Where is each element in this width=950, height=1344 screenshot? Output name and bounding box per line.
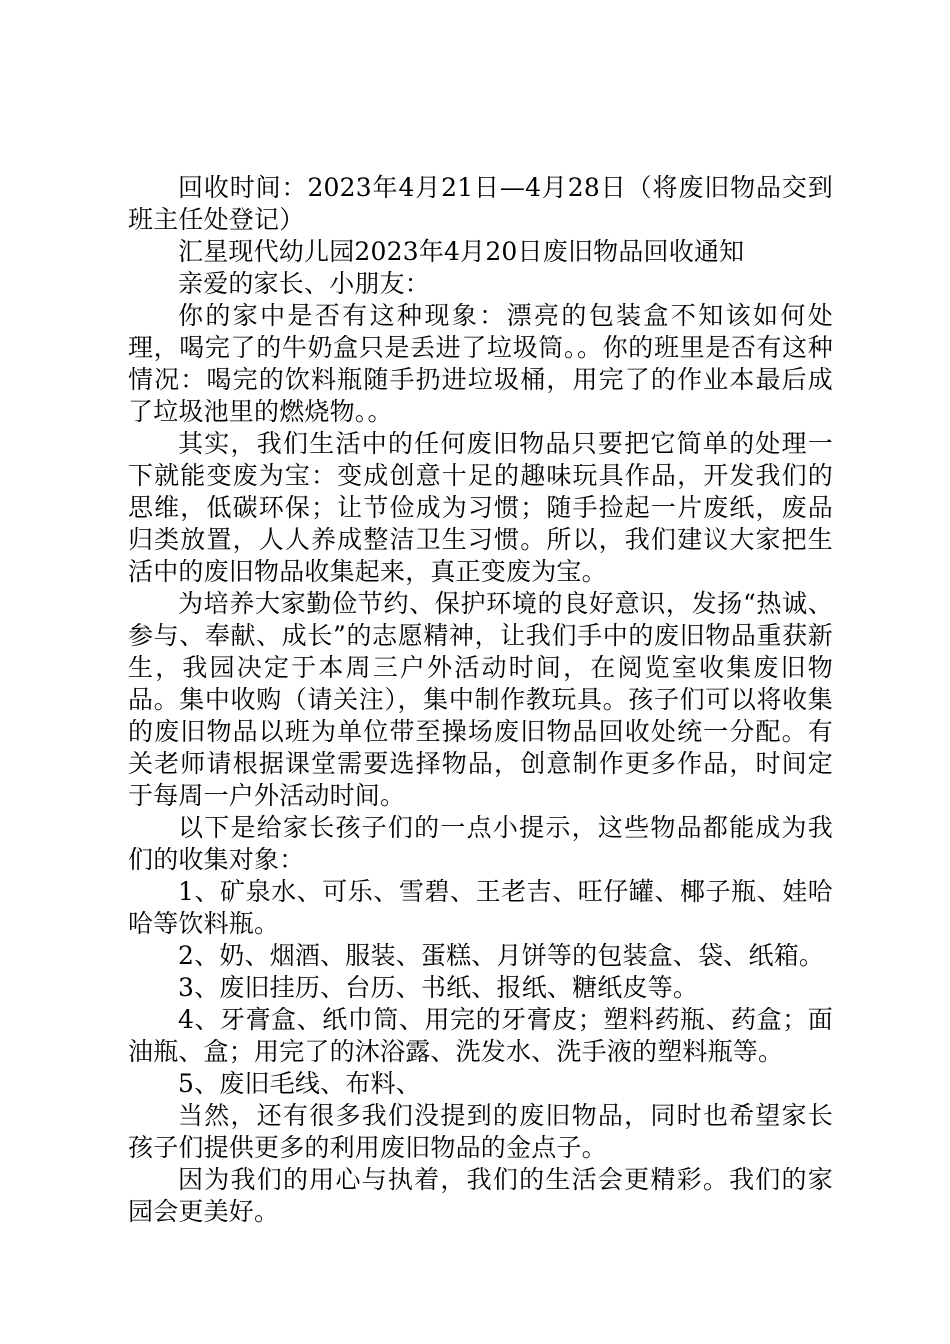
notice-title: 汇星现代幼儿园2023年4月20日废旧物品回收通知	[178, 237, 745, 266]
body-paragraph: 当然，还有很多我们没提到的废旧物品，同时也希望家长孩子们提供更多的利用废旧物品的金点子。	[128, 1101, 833, 1162]
closing-paragraph: 因为我们的用心与执着，我们的生活会更精彩。我们的家园会更美好。	[128, 1165, 833, 1226]
document-body	[128, 172, 833, 1228]
tips-intro: 以下是给家长孩子们的一点小提示，这些物品都能成为我们的收集对象：	[128, 813, 833, 874]
collection-time-paragraph: 回收时间：2023年4月21日—4月28日（将废旧物品交到班主任处登记）	[128, 173, 833, 234]
body-paragraph: 其实，我们生活中的任何废旧物品只要把它简单的处理一下就能变废为宝：变成创意十足的趣味玩具作品，开发我们的思维，低碳环保；让节俭成为习惯；随手捡起一片废纸，废品归类放置，人人养成整洁卫生习惯。所以，我们建议大家把生活中的废旧物品收集起来，真正变废为宝。	[128, 429, 833, 586]
list-item: 5、废旧毛线、布料、	[178, 1069, 421, 1098]
greeting: 亲爱的家长、小朋友：	[178, 269, 431, 298]
body-paragraph: 你的家中是否有这种现象：漂亮的包装盒不知该如何处理，喝完了的牛奶盒只是丢进了垃圾筒。。你的班里是否有这种情况：喝完的饮料瓶随手扔进垃圾桶，用完了的作业本最后成了垃圾池里的燃烧物。。	[128, 301, 833, 426]
list-item: 2、奶、烟酒、服装、蛋糕、月饼等的包装盒、袋、纸箱。	[178, 941, 825, 970]
list-item: 1、矿泉水、可乐、雪碧、王老吉、旺仔罐、椰子瓶、娃哈哈等饮料瓶。	[128, 877, 833, 938]
list-item: 3、废旧挂历、台历、书纸、报纸、糖纸皮等。	[178, 973, 699, 1002]
body-paragraph: 为培养大家勤俭节约、保护环境的良好意识，发扬“热诚、参与、奉献、成长”的志愿精神，让我们手中的废旧物品重获新生，我园决定于本周三户外活动时间，在阅览室收集废旧物品。集中收购（请关注），集中制作教玩具。孩子们可以将收集的废旧物品以班为单位带至操场废旧物品回收处统一分配。有关老师请根据课堂需要选择物品，创意制作更多作品，时间定于每周一户外活动时间。	[128, 589, 833, 810]
list-item: 4、牙膏盒、纸巾筒、用完的牙膏皮；塑料药瓶、药盒；面油瓶、盒；用完了的沐浴露、洗发水、洗手液的塑料瓶等。	[128, 1005, 833, 1066]
